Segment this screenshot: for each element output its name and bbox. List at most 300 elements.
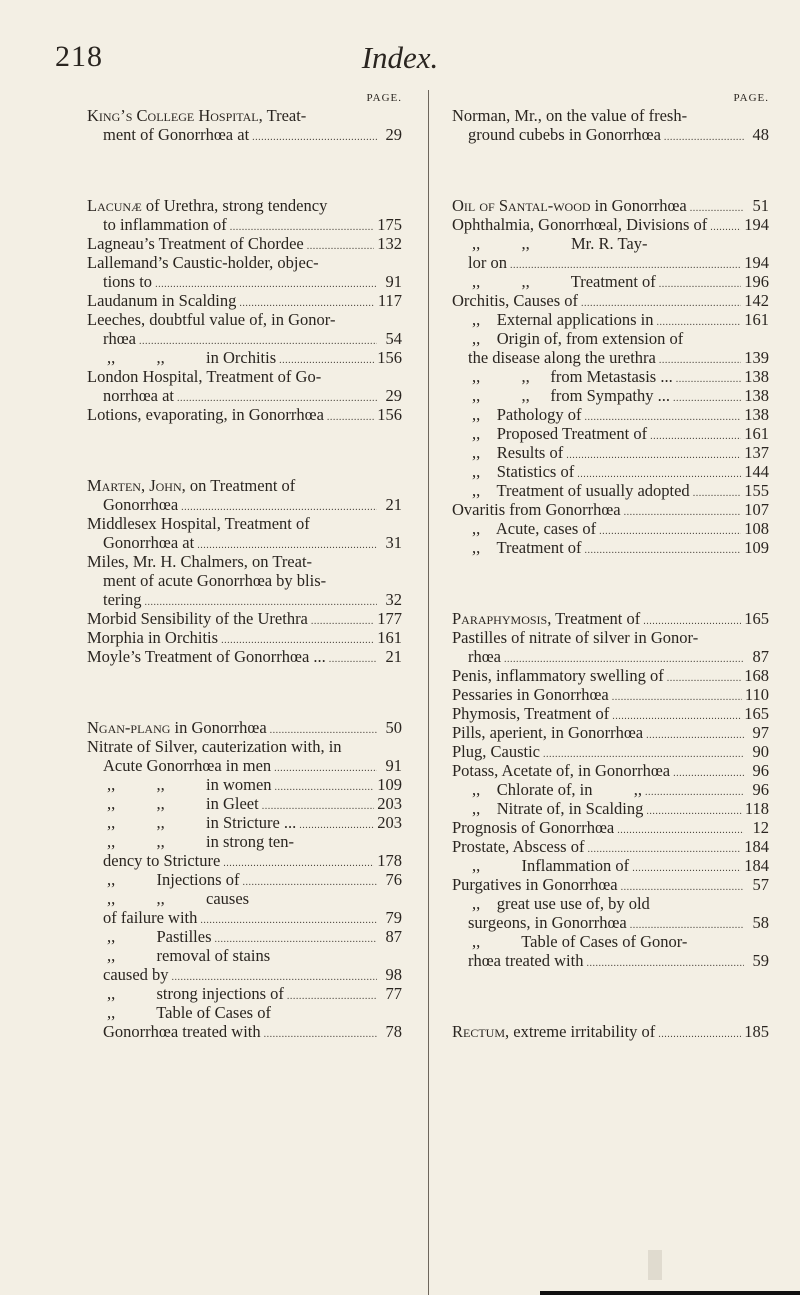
entry-head-word: Ngan-plang — [87, 718, 171, 737]
entry-page-number: 48 — [752, 125, 769, 144]
entry-page-number: 138 — [744, 405, 769, 424]
entry-page-number: 138 — [744, 367, 769, 386]
dot-leader — [632, 856, 741, 875]
dot-leader — [172, 965, 377, 984]
entry-text: ,, External applications in — [472, 310, 654, 329]
entry-page-number: 177 — [377, 609, 402, 628]
index-entry-line — [452, 685, 769, 704]
dot-leader — [624, 500, 742, 519]
index-entry-line — [452, 932, 769, 951]
entry-text: ,, Nitrate of, in Scalding — [472, 799, 644, 818]
entry-page-number: 97 — [752, 723, 769, 742]
entry-text: ,, great use use of, by old — [472, 894, 650, 913]
entry-text: Rectum, extreme irritability of — [452, 1022, 656, 1041]
entry-text: Moyle’s Treatment of Gonorrhœa ... — [87, 647, 326, 666]
entry-page-number: 185 — [744, 1022, 769, 1041]
index-entry-line — [87, 965, 402, 984]
index-entry-line — [452, 856, 769, 875]
index-entry-line — [452, 367, 769, 386]
dot-leader — [275, 775, 375, 794]
index-entry-line — [452, 666, 769, 685]
entry-text: ,, ,, in Gleet — [107, 794, 259, 813]
entry-text: ,, removal of stains — [107, 946, 271, 965]
index-entry-line — [452, 386, 769, 405]
entry-head-word: King’s College Hospital — [87, 106, 259, 125]
entry-text: ment of acute Gonorrhœa by blis- — [103, 571, 327, 590]
dot-leader — [311, 609, 374, 628]
dot-leader — [673, 386, 741, 405]
entry-head-word: Rectum — [452, 1022, 506, 1041]
index-entry-line — [87, 215, 402, 234]
index-entry-line — [452, 837, 769, 856]
index-entry-line — [452, 253, 769, 272]
index-entry-line — [452, 519, 769, 538]
dot-leader — [145, 590, 378, 609]
entry-text: Lagneau’s Treatment of Chordee — [87, 234, 304, 253]
entry-text: ,, Injections of — [107, 870, 240, 889]
index-entry-line — [87, 106, 402, 125]
entry-page-number: 142 — [744, 291, 769, 310]
entry-text: ,, Statistics of — [472, 462, 575, 481]
index-entry-line — [87, 253, 402, 272]
index-entry-line — [87, 348, 402, 367]
entry-text: Orchitis, Causes of — [452, 291, 579, 310]
entry-page-number: 203 — [377, 813, 402, 832]
index-letter-section — [87, 476, 402, 666]
index-entry-line — [452, 329, 769, 348]
entry-page-number: 139 — [744, 348, 769, 367]
entry-text: ,, Proposed Treatment of — [472, 424, 648, 443]
entry-text: Ngan-plang in Gonorrhœa — [87, 718, 267, 737]
index-entry-line — [452, 723, 769, 742]
dot-leader — [329, 647, 377, 666]
entry-text: ,, Origin of, from extension of — [472, 329, 684, 348]
index-entry-line — [87, 571, 402, 590]
index-entry-line — [452, 780, 769, 799]
entry-text: ,, ,, from Sympathy ... — [472, 386, 670, 405]
index-entry-line — [87, 756, 402, 775]
index-entry-line — [87, 386, 402, 405]
entry-page-number: 29 — [385, 125, 402, 144]
index-entry-line — [452, 462, 769, 481]
dot-leader — [577, 462, 741, 481]
dot-leader — [242, 870, 377, 889]
index-entry-line — [452, 761, 769, 780]
entry-text: Gonorrhœa — [103, 495, 179, 514]
entry-text: Plug, Caustic — [452, 742, 541, 761]
entry-text: Morbid Sensibility of the Urethra — [87, 609, 308, 628]
dot-leader — [599, 519, 741, 538]
index-entry-line — [87, 984, 402, 1003]
index-entry-line — [452, 742, 769, 761]
entry-page-number: 175 — [377, 215, 402, 234]
entry-text: ,, ,, Mr. R. Tay- — [472, 234, 648, 253]
entry-page-number: 178 — [377, 851, 402, 870]
index-entry-line — [87, 495, 402, 514]
entry-page-number: 109 — [744, 538, 769, 557]
entry-text: norrhœa at — [103, 386, 175, 405]
index-entry-line — [87, 609, 402, 628]
entry-page-number: 168 — [744, 666, 769, 685]
entry-page-number: 51 — [752, 196, 769, 215]
entry-page-number: 156 — [377, 348, 402, 367]
page-column-label: PAGE. — [366, 92, 402, 104]
entry-page-number: 184 — [744, 837, 769, 856]
entry-text: caused by — [103, 965, 169, 984]
entry-text: to inflammation of — [103, 215, 227, 234]
entry-page-number: 31 — [385, 533, 402, 552]
index-entry-line — [87, 927, 402, 946]
index-entry-line — [452, 272, 769, 291]
entry-page-number: 50 — [385, 718, 402, 737]
entry-page-number: 96 — [752, 761, 769, 780]
entry-page-number: 91 — [385, 756, 402, 775]
dot-leader — [287, 984, 377, 1003]
index-entry-line — [87, 813, 402, 832]
entry-page-number: 29 — [385, 386, 402, 405]
entry-text: ground cubebs in Gonorrhœa — [468, 125, 661, 144]
entry-page-number: 54 — [385, 329, 402, 348]
dot-leader — [581, 291, 741, 310]
entry-text: ,, Pathology of — [472, 405, 582, 424]
index-entry-line — [87, 125, 402, 144]
index-entry-line — [452, 609, 769, 628]
index-entry-line — [452, 291, 769, 310]
entry-text: Pessaries in Gonorrhœa — [452, 685, 609, 704]
dot-leader — [650, 424, 741, 443]
dot-leader — [327, 405, 374, 424]
dot-leader — [279, 348, 374, 367]
left-entry-blocks — [87, 106, 402, 1041]
index-entry-line — [452, 818, 769, 837]
entry-page-number: 203 — [377, 794, 402, 813]
entry-text: Marten, John, on Treatment of — [87, 476, 296, 495]
index-entry-line — [87, 533, 402, 552]
entry-page-number: 118 — [744, 799, 769, 818]
entry-text: Morphia in Orchitis — [87, 628, 219, 647]
entry-text: Acute Gonorrhœa in men — [103, 756, 272, 775]
index-entry-line — [87, 628, 402, 647]
entry-text: ,, Pastilles — [107, 927, 212, 946]
index-entry-line — [452, 196, 769, 215]
index-entry-line — [87, 405, 402, 424]
dot-leader — [510, 253, 741, 272]
entry-text: tions to — [103, 272, 153, 291]
dot-leader — [630, 913, 744, 932]
index-entry-line — [87, 1003, 402, 1022]
dot-leader — [693, 481, 742, 500]
index-entry-line — [452, 215, 769, 234]
entry-page-number: 165 — [744, 704, 769, 723]
entry-text: Prostate, Abscess of — [452, 837, 585, 856]
index-entry-line — [87, 718, 402, 737]
entry-text: Pastilles of nitrate of silver in Gonor- — [452, 628, 699, 647]
index-entry-line — [87, 476, 402, 495]
entry-text: the disease along the urethra — [468, 348, 656, 367]
entry-head-word: Lacunæ — [87, 196, 142, 215]
page-number: 218 — [55, 40, 103, 73]
dot-leader — [181, 495, 377, 514]
entry-text: Ovaritis from Gonorrhœa — [452, 500, 621, 519]
dot-leader — [543, 742, 744, 761]
entry-page-number: 196 — [744, 272, 769, 291]
index-entry-line — [452, 799, 769, 818]
index-entry-line — [452, 704, 769, 723]
entry-text: Nitrate of Silver, cauterization with, in — [87, 737, 342, 756]
entry-page-number: 32 — [385, 590, 402, 609]
entry-page-number: 110 — [744, 685, 769, 704]
dot-leader — [659, 272, 741, 291]
index-entry-line — [452, 500, 769, 519]
entry-page-number: 21 — [385, 647, 402, 666]
index-entry-line — [87, 832, 402, 851]
entry-text: King’s College Hospital, Treat- — [87, 106, 307, 125]
entry-text: Norman, Mr., on the value of fresh- — [452, 106, 688, 125]
entry-text: lor on — [468, 253, 507, 272]
entry-page-number: 194 — [744, 215, 769, 234]
index-entry-line — [452, 951, 769, 970]
index-entry-line — [452, 424, 769, 443]
dot-leader — [710, 215, 741, 234]
index-letter-section — [87, 106, 402, 144]
entry-page-number: 59 — [752, 951, 769, 970]
entry-text: ,, Table of Cases of — [107, 1003, 271, 1022]
entry-text: dency to Stricture — [103, 851, 221, 870]
index-entry-line — [87, 196, 402, 215]
dot-leader — [617, 818, 744, 837]
entry-page-number: 107 — [744, 500, 769, 519]
entry-text: Ophthalmia, Gonorrhœal, Divisions of — [452, 215, 708, 234]
entry-text: ,, ,, Treatment of — [472, 272, 656, 291]
dot-leader — [646, 799, 741, 818]
entry-page-number: 144 — [744, 462, 769, 481]
entry-text: Oil of Santal-wood in Gonorrhœa — [452, 196, 687, 215]
entry-text: Gonorrhœa treated with — [103, 1022, 261, 1041]
dot-leader — [307, 234, 375, 253]
entry-head-word: Oil of Santal-wood — [452, 196, 591, 215]
dot-leader — [587, 837, 741, 856]
dot-leader — [646, 723, 744, 742]
entry-text: Middlesex Hospital, Treatment of — [87, 514, 310, 533]
index-entry-line — [452, 481, 769, 500]
dot-leader — [566, 443, 741, 462]
entry-page-number: 21 — [385, 495, 402, 514]
index-entry-line — [452, 628, 769, 647]
index-letter-section — [452, 1022, 769, 1041]
index-entry-line — [452, 405, 769, 424]
entry-page-number: 87 — [385, 927, 402, 946]
dot-leader — [197, 533, 377, 552]
entry-page-number: 155 — [744, 481, 769, 500]
dot-leader — [221, 628, 374, 647]
dot-leader — [621, 875, 744, 894]
entry-text: Penis, inflammatory swelling of — [452, 666, 664, 685]
entry-page-number: 165 — [744, 609, 769, 628]
entry-text: Pills, aperient, in Gonorrhœa — [452, 723, 644, 742]
index-letter-section — [87, 196, 402, 424]
index-entry-line — [87, 234, 402, 253]
entry-page-number: 137 — [744, 443, 769, 462]
dot-leader — [215, 927, 377, 946]
index-entry-line — [452, 894, 769, 913]
entry-page-number: 138 — [744, 386, 769, 405]
entry-text: London Hospital, Treatment of Go- — [87, 367, 322, 386]
page-column-label: PAGE. — [733, 92, 769, 104]
running-header — [0, 40, 800, 80]
index-entry-line — [87, 946, 402, 965]
entry-page-number: 87 — [752, 647, 769, 666]
entry-text: Potass, Acetate of, in Gonorrhœa — [452, 761, 671, 780]
index-letter-section — [452, 196, 769, 557]
entry-text: ,, Chlorate of, in ,, — [472, 780, 643, 799]
entry-text: ,, Treatment of — [472, 538, 582, 557]
entry-page-number: 58 — [752, 913, 769, 932]
entry-text: Lallemand’s Caustic-holder, objec- — [87, 253, 319, 272]
dot-leader — [274, 756, 377, 775]
entry-text: ,, ,, in Stricture ... — [107, 813, 297, 832]
dot-leader — [643, 609, 741, 628]
entry-text: ,, ,, causes — [107, 889, 250, 908]
entry-head-word: Paraphymosis — [452, 609, 548, 628]
dot-leader — [155, 272, 377, 291]
entry-text: of failure with — [103, 908, 198, 927]
dot-leader — [658, 1022, 741, 1041]
entry-text: Phymosis, Treatment of — [452, 704, 610, 723]
index-entry-line — [452, 875, 769, 894]
entry-text: Laudanum in Scalding — [87, 291, 237, 310]
entry-text: tering — [103, 590, 142, 609]
entry-page-number: 57 — [752, 875, 769, 894]
dot-leader — [299, 813, 374, 832]
entry-text: ,, ,, in strong ten- — [107, 832, 294, 851]
index-entry-line — [452, 348, 769, 367]
entry-page-number: 161 — [744, 310, 769, 329]
index-entry-line — [452, 913, 769, 932]
index-entry-line — [87, 272, 402, 291]
left-index-column — [87, 92, 402, 1041]
entry-text: Leeches, doubtful value of, in Gonor- — [87, 310, 336, 329]
entry-page-number: 194 — [744, 253, 769, 272]
dot-leader — [252, 125, 377, 144]
dot-leader — [585, 538, 742, 557]
entry-text: rhœa — [103, 329, 136, 348]
index-entry-line — [87, 310, 402, 329]
entry-text: Prognosis of Gonorrhœa — [452, 818, 615, 837]
entry-page-number: 117 — [377, 291, 402, 310]
index-entry-line — [87, 590, 402, 609]
entry-text: Miles, Mr. H. Chalmers, on Treat- — [87, 552, 313, 571]
index-entry-line — [87, 291, 402, 310]
entry-page-number: 156 — [377, 405, 402, 424]
dot-leader — [270, 718, 377, 737]
index-entry-line — [87, 1022, 402, 1041]
dot-leader — [585, 405, 742, 424]
dot-leader — [504, 647, 744, 666]
entry-text: Purgatives in Gonorrhœa — [452, 875, 618, 894]
entry-page-number: 161 — [377, 628, 402, 647]
dot-leader — [673, 761, 744, 780]
entry-text: ment of Gonorrhœa at — [103, 125, 250, 144]
entry-text: ,, Table of Cases of Gonor- — [472, 932, 688, 951]
index-entry-line — [87, 908, 402, 927]
dot-leader — [667, 666, 742, 685]
paper-mark — [648, 1250, 662, 1280]
dot-leader — [230, 215, 375, 234]
entry-page-number: 108 — [744, 519, 769, 538]
entry-page-number: 77 — [385, 984, 402, 1003]
index-entry-line — [452, 538, 769, 557]
index-entry-line — [87, 647, 402, 666]
index-letter-section — [452, 106, 769, 144]
entry-page-number: 96 — [752, 780, 769, 799]
entry-text: ,, Treatment of usually adopted — [472, 481, 690, 500]
entry-page-number: 109 — [377, 775, 402, 794]
entry-text: Lotions, evaporating, in Gonorrhœa — [87, 405, 324, 424]
entry-text: ,, ,, in Orchitis — [107, 348, 277, 367]
dot-leader — [139, 329, 377, 348]
entry-page-number: 78 — [385, 1022, 402, 1041]
entry-text: ,, ,, from Metastasis ... — [472, 367, 673, 386]
dot-leader — [177, 386, 377, 405]
dot-leader — [659, 348, 741, 367]
index-entry-line — [87, 514, 402, 533]
index-entry-line — [452, 310, 769, 329]
index-entry-line — [87, 889, 402, 908]
entry-text: ,, ,, in women — [107, 775, 272, 794]
right-entry-blocks — [452, 106, 769, 1041]
entry-page-number: 132 — [377, 234, 402, 253]
index-entry-line — [87, 851, 402, 870]
dot-leader — [239, 291, 374, 310]
entry-page-number: 90 — [752, 742, 769, 761]
entry-text: surgeons, in Gonorrhœa — [468, 913, 627, 932]
entry-page-number: 12 — [752, 818, 769, 837]
entry-text: ,, Acute, cases of — [472, 519, 597, 538]
index-entry-line — [87, 775, 402, 794]
index-entry-line — [87, 367, 402, 386]
index-entry-line — [452, 443, 769, 462]
page-title: Index. — [361, 40, 439, 75]
index-entry-line — [452, 647, 769, 666]
dot-leader — [586, 951, 744, 970]
entry-page-number: 161 — [744, 424, 769, 443]
dot-leader — [223, 851, 374, 870]
dot-leader — [264, 1022, 377, 1041]
entry-page-number: 79 — [385, 908, 402, 927]
dot-leader — [690, 196, 744, 215]
index-entry-line — [87, 552, 402, 571]
index-entry-line — [87, 737, 402, 756]
entry-text: rhœa treated with — [468, 951, 584, 970]
entry-head-word: Marten, John — [87, 476, 182, 495]
index-entry-line — [452, 106, 769, 125]
dot-leader — [645, 780, 744, 799]
index-entry-line — [87, 794, 402, 813]
entry-text: Lacunæ of Urethra, strong tendency — [87, 196, 328, 215]
dot-leader — [262, 794, 375, 813]
entry-page-number: 184 — [744, 856, 769, 875]
dot-leader — [612, 685, 742, 704]
index-entry-line — [87, 329, 402, 348]
entry-text: ,, Results of — [472, 443, 564, 462]
dot-leader — [612, 704, 741, 723]
right-index-column — [452, 92, 769, 1041]
dot-leader — [200, 908, 377, 927]
entry-page-number: 76 — [385, 870, 402, 889]
page-edge-shadow — [540, 1291, 800, 1295]
entry-text: rhœa — [468, 647, 501, 666]
index-letter-section — [452, 609, 769, 970]
